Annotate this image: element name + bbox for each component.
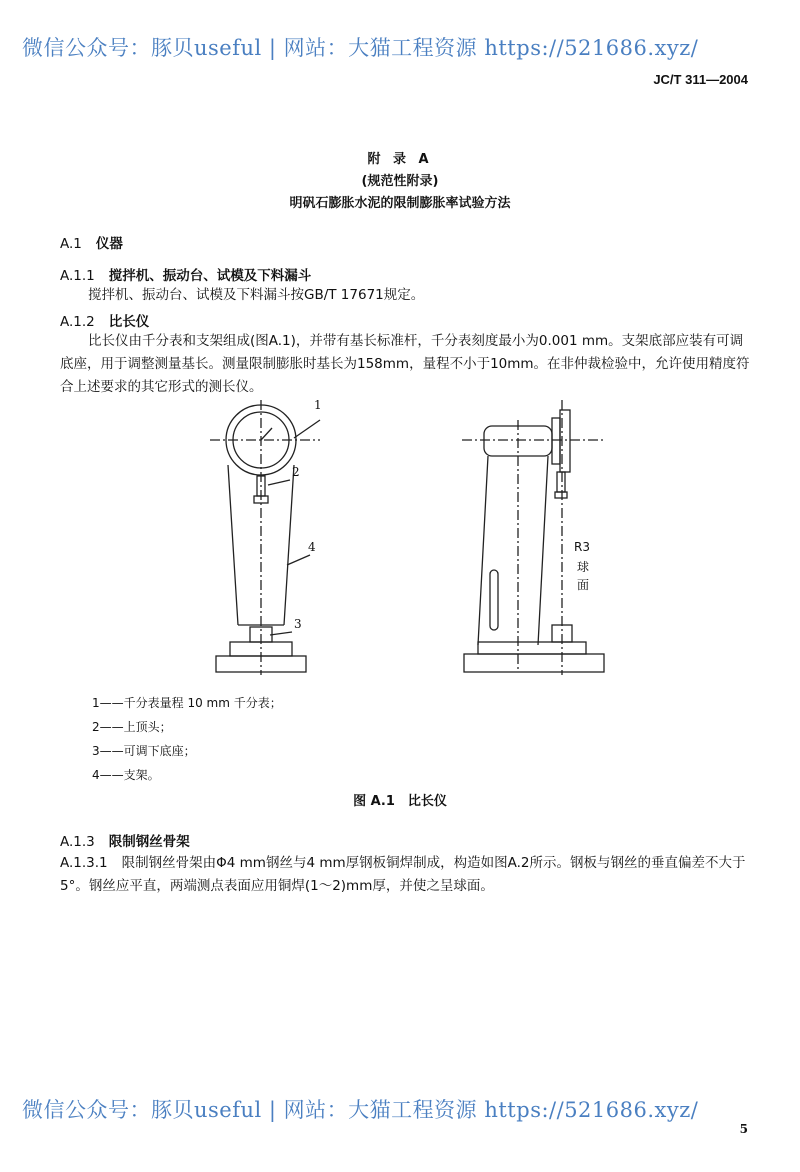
appendix-title: 附 录 A bbox=[367, 152, 433, 167]
section-title: 比长仪 bbox=[108, 314, 150, 330]
section-a131-body bbox=[60, 852, 750, 898]
side-label-surface: 面 bbox=[577, 578, 590, 592]
legend-item: 3——可调下底座； bbox=[92, 744, 196, 758]
page-number: 5 bbox=[739, 1122, 748, 1136]
watermark-top: 微信公众号：豚贝useful | 网站：大猫工程资源 https://521686.xyz/ bbox=[22, 36, 699, 60]
legend-item: 4——支架。 bbox=[92, 768, 160, 782]
side-label-ball: 球 bbox=[577, 560, 590, 574]
section-number: A.1.3 bbox=[60, 834, 95, 850]
standard-number: JC/T 311—2004 bbox=[653, 72, 748, 87]
side-view-drawing bbox=[462, 400, 605, 675]
section-number: A.1.3.1 bbox=[60, 855, 108, 871]
section-text: 限制钢丝骨架由Φ4 mm钢丝与4 mm厚钢板铜焊制成，构造如图A.2所示。钢板与钢丝的垂直偏差不大于5°。钢丝应平直，两端测点表面应用铜焊(1～2)mm厚，并使之呈球面。 bbox=[60, 855, 746, 894]
legend-item: 1——千分表量程 10 mm 千分表； bbox=[92, 696, 282, 710]
watermark-bottom: 微信公众号：豚贝useful | 网站：大猫工程资源 https://521686.xyz/ bbox=[22, 1098, 699, 1122]
section-title: 限制钢丝骨架 bbox=[108, 834, 190, 850]
section-a11-body: 搅拌机、振动台、试模及下料漏斗按GB/T 17671规定。 bbox=[88, 287, 425, 303]
section-a13-heading bbox=[60, 830, 190, 850]
section-title: 搅拌机、振动台、试模及下料漏斗 bbox=[108, 268, 312, 284]
callout-1: 1 bbox=[314, 398, 322, 412]
section-title: 仪器 bbox=[95, 236, 123, 252]
section-number: A.1.2 bbox=[60, 314, 95, 330]
callout-2: 2 bbox=[292, 465, 300, 479]
figure-caption: 图 A.1 比长仪 bbox=[353, 794, 447, 809]
section-number: A.1.1 bbox=[60, 268, 95, 284]
appendix-type: (规范性附录) bbox=[361, 174, 439, 189]
section-number: A.1 bbox=[60, 236, 82, 252]
callout-3: 3 bbox=[294, 617, 302, 631]
side-label-r3: R3 bbox=[574, 540, 590, 554]
callout-4: 4 bbox=[308, 540, 316, 554]
legend-item: 2——上顶头； bbox=[92, 720, 172, 734]
section-a12-body: 比长仪由千分表和支架组成(图A.1)，并带有基长标准杆，千分表刻度最小为0.001 mm。支架底部应装有可调底座，用于调整测量基长。测量限制膨胀时基长为158mm，量程不小于10mm。在非仲裁检验中，允许使用精度符合上述要求的其它形式的测长仪。 bbox=[60, 333, 750, 395]
appendix-subtitle: 明矾石膨胀水泥的限制膨胀率试验方法 bbox=[289, 196, 511, 211]
front-view-drawing bbox=[210, 400, 320, 675]
